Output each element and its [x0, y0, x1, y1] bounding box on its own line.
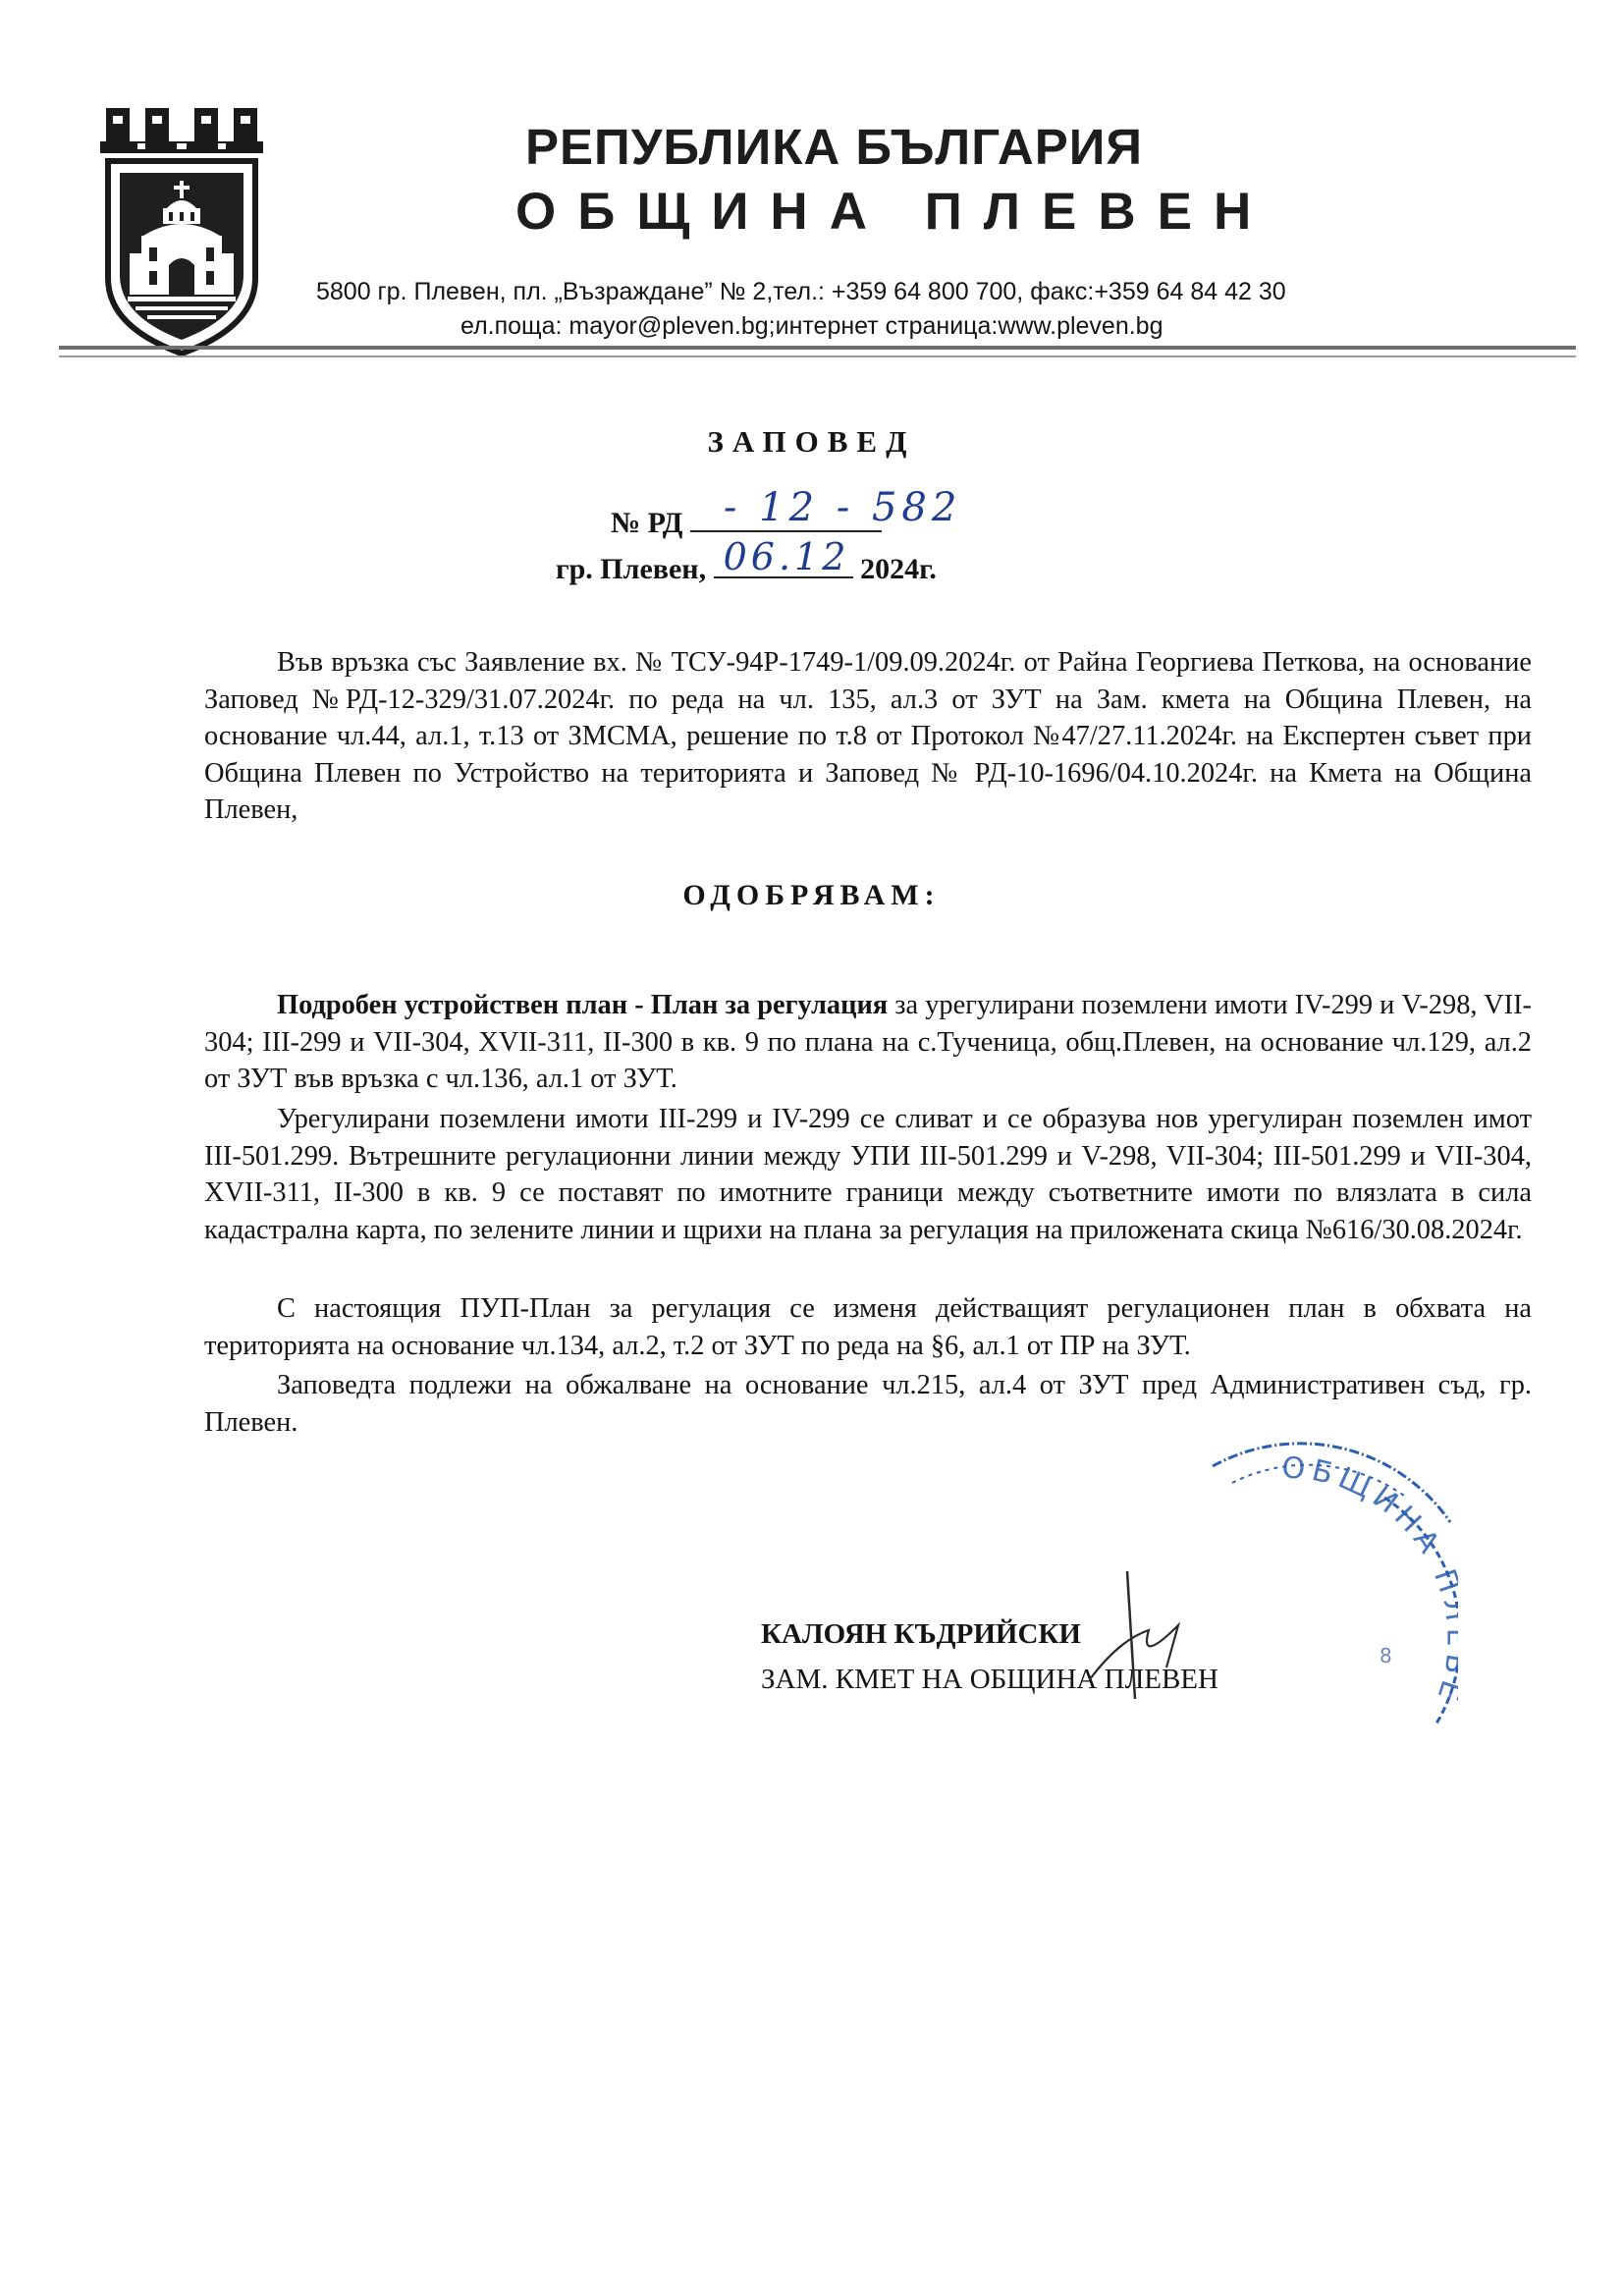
order-date-line [556, 535, 937, 586]
order-number-label: № РД [611, 507, 683, 539]
order-number-handwritten: - 12 - 582 [723, 485, 962, 530]
order-date-field [714, 535, 853, 578]
stamp-text: ОБЩИНА [1280, 1450, 1449, 1564]
contacts-line: ел.поща: mayor@pleven.bg;интернет страница:www.pleven.bg [460, 312, 1163, 340]
change-paragraph: С настоящия ПУП-План за регулация се изменя действащият регулационен план в обхвата на територията на основание чл.134, ал.2, т.2 от ЗУТ по реда на §6, ал.1 от ПР на ЗУТ. [204, 1293, 1532, 1361]
pleven-coat-of-arms-icon [98, 106, 265, 357]
plan-paragraph [204, 987, 1532, 1098]
approve-heading: ОДОБРЯВАМ: [682, 879, 941, 911]
signer-name: КАЛОЯН КЪДРИЙСКИ [761, 1618, 1081, 1650]
handwritten-signature [1080, 1571, 1276, 1709]
signer-role: ЗАМ. КМЕТ НА ОБЩИНА ПЛЕВЕН [761, 1664, 1218, 1695]
order-city-label: гр. Плевен, [556, 553, 707, 585]
appeal-paragraph: Заповедта подлежи на обжалване на основание чл.215, ал.4 от ЗУТ пред Административен съд, гр. Плевен. [204, 1370, 1532, 1438]
order-number-line [611, 485, 962, 540]
stamp-number: 8 [1380, 1644, 1392, 1667]
basis-paragraph: Във връзка със Заявление вх. № ТСУ-94Р-1749-1/09.09.2024г. от Райна Георгиева Петкова, на основание Заповед №РД-12-329/31.07.2024г. по реда на чл. 135, ал.3 от ЗУТ на Зам. кмета на Община Плевен, на основание чл.44, ал.1, т.13 от ЗМСМА, решение по т.8 от Протокол №47/27.11.2024г. на Експертен съвет при Община Плевен по Устройство на територията и Заповед № РД-10-1696/04.10.2024г. на Кмета на Община Плевен, [204, 647, 1532, 825]
order-year: 2024г. [860, 553, 937, 585]
plan-title: Подробен устройствен план - План за регулация [277, 990, 889, 1020]
header-divider [59, 346, 1576, 350]
republic-heading: РЕПУБЛИКА БЪЛГАРИЯ [525, 119, 1144, 175]
order-number-field [690, 485, 962, 532]
header-divider-thin [59, 355, 1576, 357]
municipality-heading: ОБЩИНА ПЛЕВЕН [515, 183, 1273, 241]
order-title: ЗАПОВЕД [707, 424, 916, 459]
order-date-handwritten: 06.12 [723, 535, 850, 578]
plan-text: за урегулирани поземлени имоти IV-299 и V-298, VII-304; III-299 и VII-304, XVII-311, II-300 в кв. 9 по плана на с.Тученица, общ.Плевен, на основание чл.129, ал.2 от ЗУТ във връзка с чл.136, ал.1 от ЗУТ. [204, 990, 1532, 1094]
merge-paragraph: Урегулирани поземлени имоти III-299 и IV-299 се сливат и се образува нов урегулиран поземлен имот III-501.299. Вътрешните регулационни линии между УПИ III-501.299 и V-298, VII-304; III-501.299 и VII-304, XVII-311, II-300 в кв. 9 се поставят по имотните граници между съответните имоти по влязлата в сила кадастрална карта, по зелените линии и щрихи на плана за регулация на приложената скица №616/30.08.2024г. [204, 1104, 1532, 1245]
address-line: 5800 гр. Плевен, пл. „Възраждане” № 2,тел.: +359 64 800 700, факс:+359 64 84 42 30 [316, 278, 1286, 305]
